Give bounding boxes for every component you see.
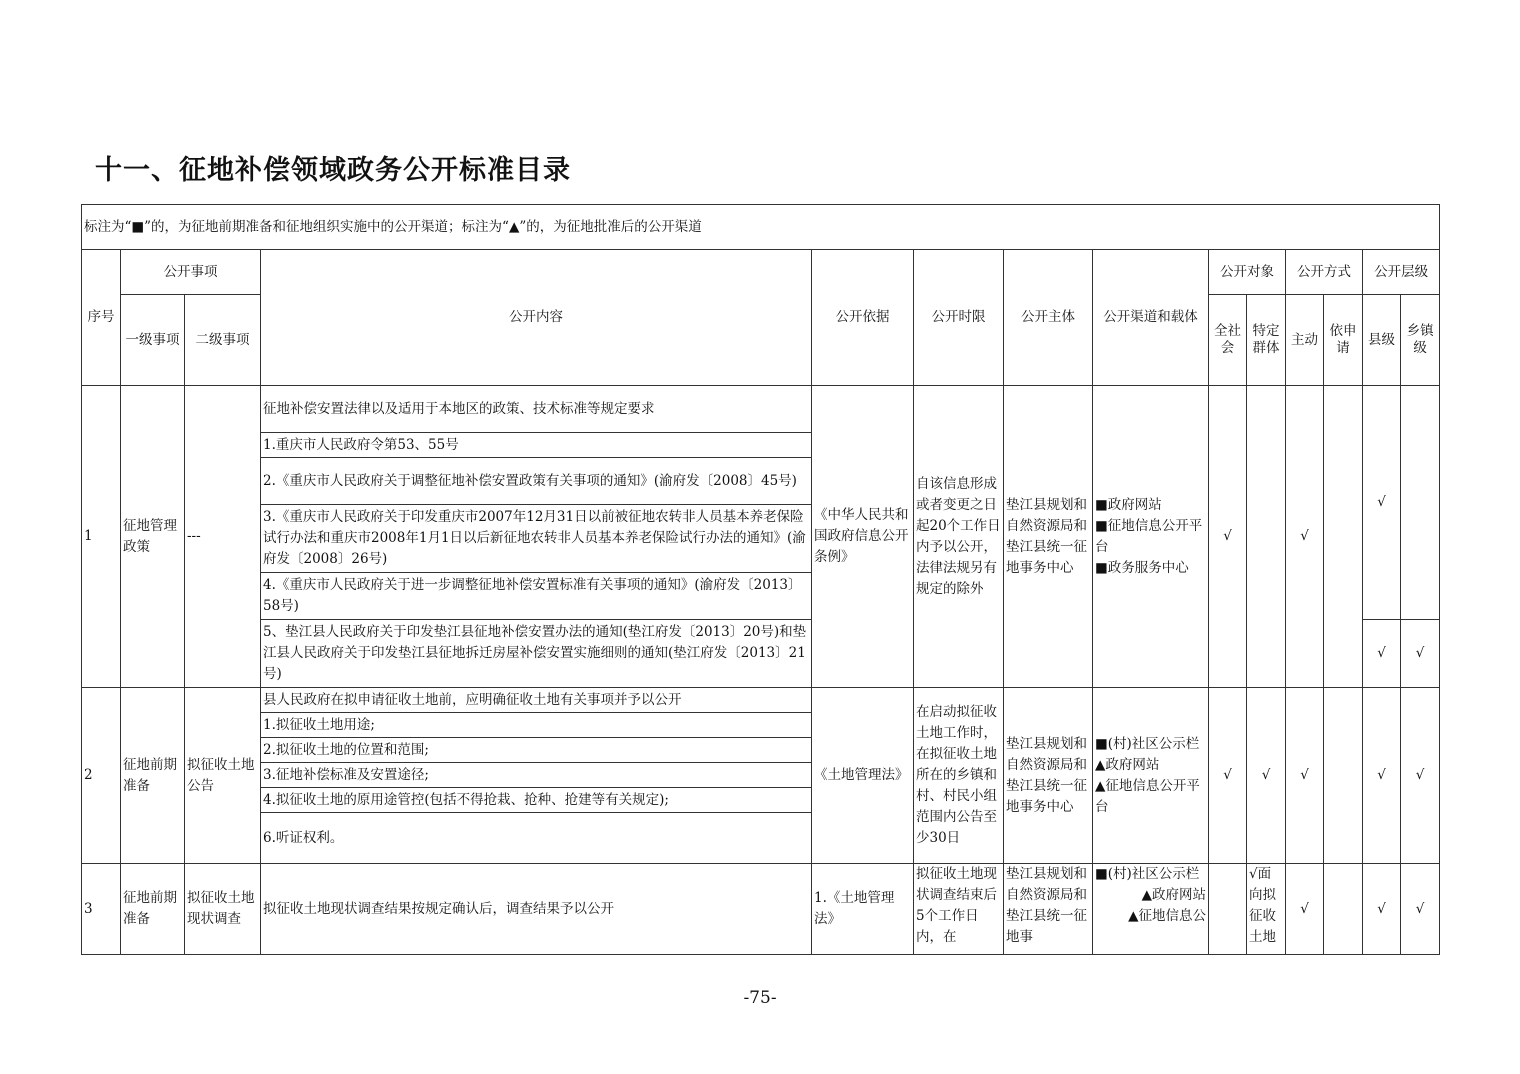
header-level-county: 县级 bbox=[1363, 295, 1401, 386]
row3-method-active: √ bbox=[1286, 864, 1324, 955]
row1-method-apply bbox=[1324, 386, 1363, 688]
row1-level-town-b: √ bbox=[1401, 620, 1440, 688]
row1-target-group bbox=[1247, 386, 1286, 688]
row1-channel-2: ■政务服务中心 bbox=[1095, 559, 1189, 576]
row1-channel-0: ■政府网站 bbox=[1095, 496, 1162, 513]
header-method: 公开方式 bbox=[1286, 250, 1363, 295]
row2-target-all: √ bbox=[1209, 688, 1247, 864]
row2-content-1: 1.拟征收土地用途; bbox=[261, 713, 812, 738]
row3-level2: 拟征收土地现状调查 bbox=[185, 864, 261, 955]
row2-content-3: 3.征地补偿标准及安置途径; bbox=[261, 763, 812, 788]
header-target-group: 特定群体 bbox=[1247, 295, 1286, 386]
page-title: 十一、征地补偿领域政务公开标准目录 bbox=[95, 155, 571, 186]
row2-level1: 征地前期准备 bbox=[121, 688, 185, 864]
row1-level2: --- bbox=[185, 386, 261, 688]
row1-content-0: 征地补偿安置法律以及适用于本地区的政策、技术标准等规定要求 bbox=[261, 386, 812, 433]
header-target: 公开对象 bbox=[1209, 250, 1286, 295]
header-target-all: 全社会 bbox=[1209, 295, 1247, 386]
row2-channel-0: ■(村)社区公示栏▲政府网站 bbox=[1095, 735, 1200, 773]
row1-level-county-a: √ bbox=[1363, 386, 1401, 620]
page-number: -75- bbox=[743, 988, 777, 1008]
header-method-apply: 依申请 bbox=[1324, 295, 1363, 386]
row3-channel-0: ■(村)社区公示栏 bbox=[1095, 866, 1200, 882]
header-subject: 公开主体 bbox=[1004, 250, 1093, 386]
row1-basis: 《中华人民共和国政府信息公开条例》 bbox=[812, 386, 914, 688]
row1-level-town-a bbox=[1401, 386, 1440, 620]
header-items: 公开事项 bbox=[121, 250, 261, 295]
row2-level2: 拟征收土地公告 bbox=[185, 688, 261, 864]
table-row bbox=[82, 386, 1440, 433]
row3-method-apply bbox=[1324, 864, 1363, 955]
header-level: 公开层级 bbox=[1363, 250, 1440, 295]
header-method-active: 主动 bbox=[1286, 295, 1324, 386]
row2-level-town: √ bbox=[1401, 688, 1440, 864]
row2-method-apply bbox=[1324, 688, 1363, 864]
row1-channel-1: ■征地信息公开平台 bbox=[1095, 517, 1203, 555]
disclosure-table bbox=[81, 204, 1440, 955]
header-seq: 序号 bbox=[82, 250, 121, 386]
row3-channel-1: ▲政府网站 bbox=[1141, 887, 1206, 903]
row1-content-1: 1.重庆市人民政府令第53、55号 bbox=[261, 433, 812, 458]
row2-target-group: √ bbox=[1247, 688, 1286, 864]
row3-timelimit: 拟征收土地现状调查结束后5个工作日内，在 bbox=[914, 864, 1004, 955]
row3-target-group: √面向拟征收土地 bbox=[1247, 864, 1286, 955]
row2-content-4: 4.拟征收土地的原用途管控(包括不得抢栽、抢种、抢建等有关规定); bbox=[261, 788, 812, 813]
row3-subject: 垫江县规划和自然资源局和垫江县统一征地事 bbox=[1004, 864, 1093, 955]
row1-seq: 1 bbox=[82, 386, 121, 688]
row3-basis: 1.《土地管理法》 bbox=[812, 864, 914, 955]
row2-channel-1: ▲征地信息公开平台 bbox=[1095, 777, 1200, 815]
row3-channel bbox=[1093, 864, 1209, 955]
table-row bbox=[82, 688, 1440, 713]
header-channel: 公开渠道和载体 bbox=[1093, 250, 1209, 386]
channel-note: 标注为“■”的，为征地前期准备和征地组织实施中的公开渠道；标注为“▲”的，为征地批准后的公开渠道 bbox=[82, 205, 1440, 250]
row1-method-active: √ bbox=[1286, 386, 1324, 688]
row3-channel-2: ▲征地信息公 bbox=[1128, 908, 1206, 924]
header-level2: 二级事项 bbox=[185, 295, 261, 386]
row3-seq: 3 bbox=[82, 864, 121, 955]
row1-channel bbox=[1093, 386, 1209, 688]
row2-content-5: 6.听证权利。 bbox=[261, 813, 812, 864]
row3-level-county: √ bbox=[1363, 864, 1401, 955]
header-level-town: 乡镇级 bbox=[1401, 295, 1440, 386]
header-content: 公开内容 bbox=[261, 250, 812, 386]
row2-content-0: 县人民政府在拟申请征收土地前，应明确征收土地有关事项并予以公开 bbox=[261, 688, 812, 713]
row1-level-county-b: √ bbox=[1363, 620, 1401, 688]
row1-content-2: 2.《重庆市人民政府关于调整征地补偿安置政策有关事项的通知》(渝府发〔2008〕45号) bbox=[261, 458, 812, 505]
row3-level1: 征地前期准备 bbox=[121, 864, 185, 955]
row1-subject: 垫江县规划和自然资源局和垫江县统一征地事务中心 bbox=[1004, 386, 1093, 688]
row3-content: 拟征收土地现状调查结果按规定确认后，调查结果予以公开 bbox=[261, 864, 812, 955]
header-basis: 公开依据 bbox=[812, 250, 914, 386]
row2-method-active: √ bbox=[1286, 688, 1324, 864]
header-level1: 一级事项 bbox=[121, 295, 185, 386]
row2-seq: 2 bbox=[82, 688, 121, 864]
row1-content-3: 3.《重庆市人民政府关于印发重庆市2007年12月31日以前被征地农转非人员基本养老保险试行办法和重庆市2008年1月1日以后新征地农转非人员基本养老保险试行办法的通知》(渝府发〔2008〕26号) bbox=[261, 505, 812, 573]
row2-level-county: √ bbox=[1363, 688, 1401, 864]
row1-target-all: √ bbox=[1209, 386, 1247, 688]
row2-basis: 《土地管理法》 bbox=[812, 688, 914, 864]
row3-target-all bbox=[1209, 864, 1247, 955]
row1-content-4: 4.《重庆市人民政府关于进一步调整征地补偿安置标准有关事项的通知》(渝府发〔2013〕58号) bbox=[261, 573, 812, 620]
row2-timelimit: 在启动拟征收土地工作时，在拟征收土地所在的乡镇和村、村民小组范围内公告至少30日 bbox=[914, 688, 1004, 864]
table-row bbox=[82, 864, 1440, 955]
row1-content-5: 5、垫江县人民政府关于印发垫江县征地补偿安置办法的通知(垫江府发〔2013〕20号)和垫江县人民政府关于印发垫江县征地拆迁房屋补偿安置实施细则的通知(垫江府发〔2013〕21号) bbox=[261, 620, 812, 688]
row1-timelimit: 自该信息形成或者变更之日起20个工作日内予以公开，法律法规另有规定的除外 bbox=[914, 386, 1004, 688]
row1-level1: 征地管理政策 bbox=[121, 386, 185, 688]
row2-subject: 垫江县规划和自然资源局和垫江县统一征地事务中心 bbox=[1004, 688, 1093, 864]
row3-level-town: √ bbox=[1401, 864, 1440, 955]
row2-channel bbox=[1093, 688, 1209, 864]
header-timelimit: 公开时限 bbox=[914, 250, 1004, 386]
row2-content-2: 2.拟征收土地的位置和范围; bbox=[261, 738, 812, 763]
